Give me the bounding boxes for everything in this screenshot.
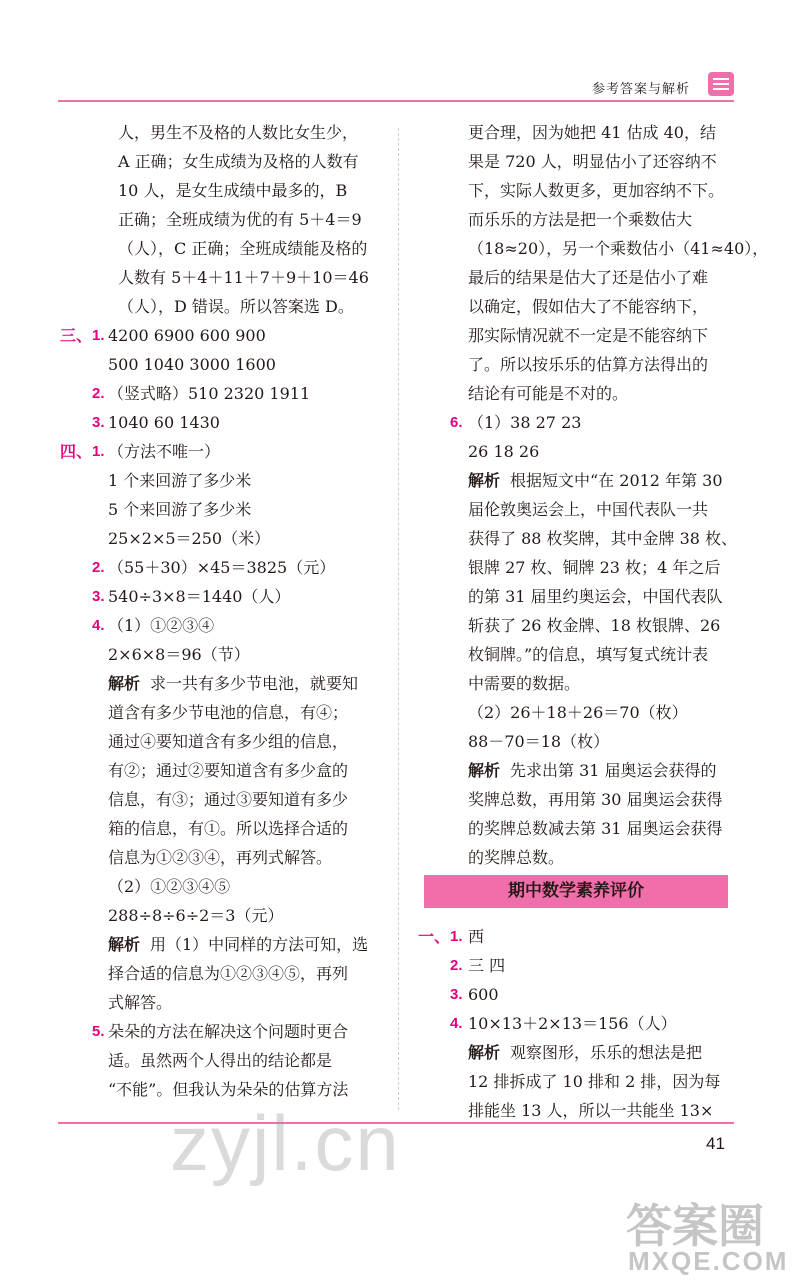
answer-line: 26 18 26 — [468, 442, 540, 461]
section-number: 四、 — [60, 442, 93, 461]
section-number: 三、 — [60, 326, 93, 345]
question-number: 1. — [92, 443, 105, 460]
question-number: 2. — [92, 559, 105, 576]
logo-top-text: 答案圈 — [626, 1200, 764, 1252]
book-icon — [708, 72, 734, 96]
analysis-line: 信息，有③；通过③要知道有多少 — [108, 790, 349, 809]
analysis-line: 斩获了 26 枚金牌、18 枚银牌、26 — [468, 616, 721, 635]
header-rule — [58, 100, 734, 102]
analysis-line: 届伦敦奥运会上，中国代表队一共 — [468, 500, 709, 519]
section-title-box: 期中数学素养评价 — [424, 875, 728, 908]
analysis-line: 通过④要知道含有多少组的信息， — [108, 732, 349, 751]
answer-line: （2）26＋18＋26＝70（枚） — [468, 703, 688, 722]
analysis-line: 奖牌总数，再用第 30 届奥运会获得 — [468, 790, 723, 809]
answer-line: 4200 6900 600 900 — [108, 326, 266, 345]
text-line: 正确；全班成绩为优的有 5＋4＝9 — [118, 210, 362, 229]
question-number: 2. — [92, 385, 105, 402]
answer-line: 了。所以按乐乐的估算方法得出的 — [468, 355, 709, 374]
question-number: 3. — [92, 414, 105, 431]
question-number: 2. — [450, 957, 463, 974]
answer-line: 三 四 — [468, 956, 506, 975]
question-number: 1. — [92, 327, 105, 344]
corner-watermark-logo — [622, 1190, 798, 1276]
analysis-line: 排能坐 13 人，所以一共能坐 13× — [468, 1101, 714, 1120]
analysis-line: 枚铜牌。”的信息，填写复式统计表 — [468, 645, 709, 664]
answer-line: 结论有可能是不对的。 — [468, 384, 629, 403]
analysis-line: 道含有多少节电池的信息，有④； — [108, 703, 349, 722]
analysis-line: 12 排拆成了 10 排和 2 排，因为每 — [468, 1072, 721, 1091]
analysis-line: 根据短文中“在 2012 年第 30 — [510, 471, 723, 490]
answer-line: 最后的结果是估大了还是估小了难 — [468, 268, 709, 287]
column-divider — [398, 128, 399, 1110]
answer-line: （方法不唯一） — [108, 442, 221, 461]
analysis-line: 信息为①②③④，再列式解答。 — [108, 848, 333, 867]
answer-line: 1040 60 1430 — [108, 413, 220, 432]
analysis-line: 用（1）中同样的方法可知，选 — [150, 935, 369, 954]
watermark: zyjl.cn — [170, 1099, 401, 1187]
answer-line: 更合理，因为她把 41 估成 40，结 — [468, 123, 716, 142]
analysis-line: 有②；通过②要知道含有多少盒的 — [108, 761, 349, 780]
answer-line: 10×13＋2×13＝156（人） — [468, 1014, 677, 1033]
answer-line: （2）①②③④⑤ — [108, 877, 231, 896]
question-number: 3. — [450, 986, 463, 1003]
analysis-line: 箱的信息，有①。所以选择合适的 — [108, 819, 349, 838]
question-number: 3. — [92, 588, 105, 605]
analysis-label: 解析 — [468, 471, 501, 490]
analysis-line: 求一共有多少节电池，就要知 — [150, 674, 359, 693]
analysis-line: 的奖牌总数减去第 31 届奥运会获得 — [468, 819, 723, 838]
answer-line: 而乐乐的方法是把一个乘数估大 — [468, 210, 693, 229]
text-line: 人数有 5＋4＋11＋7＋9＋10＝46 — [118, 268, 369, 287]
answer-line: 600 — [468, 985, 499, 1004]
answer-line: （1）①②③④ — [108, 616, 215, 635]
analysis-line: 中需要的数据。 — [468, 674, 581, 693]
answer-line: 以确定，假如估大了不能容纳下， — [468, 297, 709, 316]
analysis-line: 的第 31 届里约奥运会，中国代表队 — [468, 587, 723, 606]
answer-line: 西 — [468, 927, 485, 946]
answer-line: 那实际情况就不一定是不能容纳下 — [468, 326, 709, 345]
analysis-line: 获得了 88 枚奖牌，其中金牌 38 枚、 — [468, 529, 738, 548]
answer-line: 88－70＝18（枚） — [468, 732, 610, 751]
analysis-line: 式解答。 — [108, 993, 173, 1012]
text-line: （人），D 错误。所以答案选 D。 — [118, 297, 354, 316]
answer-line: 适。虽然两个人得出的结论都是 — [108, 1051, 333, 1070]
answer-line: 500 1040 3000 1600 — [108, 355, 276, 374]
question-number: 4. — [92, 617, 105, 634]
text-line: 人，男生不及格的人数比女生少， — [118, 123, 359, 142]
section-number: 一、 — [418, 927, 451, 946]
analysis-line: 观察图形，乐乐的想法是把 — [510, 1043, 703, 1062]
analysis-label: 解析 — [108, 935, 141, 954]
answer-line: 朵朵的方法在解决这个问题时更合 — [108, 1022, 349, 1041]
analysis-line: 银牌 27 枚、铜牌 23 枚；4 年之后 — [468, 558, 721, 577]
text-line: （人），C 正确；全班成绩能及格的 — [118, 239, 368, 258]
answer-line: 1 个来回游了多少米 — [108, 471, 252, 490]
answer-line: 5 个来回游了多少米 — [108, 500, 252, 519]
analysis-line: 先求出第 31 届奥运会获得的 — [510, 761, 717, 780]
answer-line: （1）38 27 23 — [468, 413, 582, 432]
answer-line: 果是 720 人，明显估小了还容纳不 — [468, 152, 717, 171]
logo-bottom-text: MXQE.COM — [628, 1246, 789, 1276]
analysis-label: 解析 — [108, 674, 141, 693]
question-number: 1. — [450, 928, 463, 945]
page-number: 41 — [706, 1134, 725, 1153]
answer-line: 下，实际人数更多，更加容纳不下。 — [468, 181, 725, 200]
analysis-line: 的奖牌总数。 — [468, 848, 565, 867]
running-header-title: 参考答案与解析 — [592, 82, 691, 97]
analysis-label: 解析 — [468, 761, 501, 780]
answer-line: （55＋30）×45＝3825（元） — [108, 558, 336, 577]
answer-line: “不能”。但我认为朵朵的估算方法 — [108, 1080, 349, 1099]
analysis-line: 择合适的信息为①②③④⑤，再列 — [108, 964, 349, 983]
answer-line: 25×2×5＝250（米） — [108, 529, 271, 548]
answer-line: 288÷8÷6÷2＝3（元） — [108, 906, 284, 925]
question-number: 6. — [450, 414, 463, 431]
answer-line: （18≈20），另一个乘数估小（41≈40）， — [468, 239, 769, 258]
answer-line: 540÷3×8＝1440（人） — [108, 587, 291, 606]
analysis-label: 解析 — [468, 1043, 501, 1062]
text-line: 10 人，是女生成绩中最多的，B — [118, 181, 348, 200]
text-line: A 正确；女生成绩为及格的人数有 — [118, 152, 359, 171]
question-number: 4. — [450, 1015, 463, 1032]
question-number: 5. — [92, 1023, 105, 1040]
answer-line: 2×6×8＝96（节） — [108, 645, 250, 664]
answer-line: （竖式略）510 2320 1911 — [108, 384, 311, 403]
